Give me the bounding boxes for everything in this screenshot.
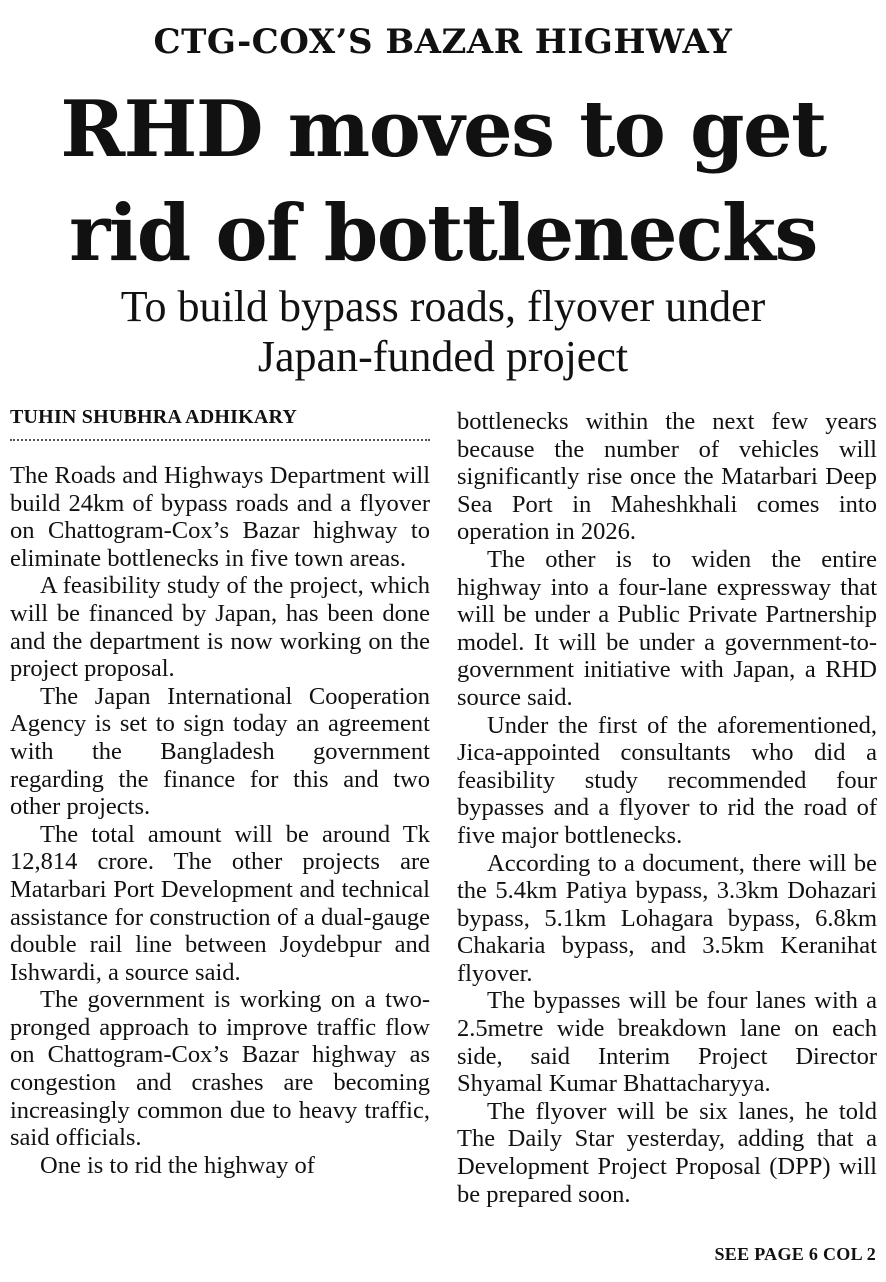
continued-on-page: SEE PAGE 6 COL 2	[714, 1244, 876, 1264]
headline	[0, 78, 886, 286]
kicker: CTG-COX’S BAZAR HIGHWAY	[153, 22, 733, 62]
subheadline-line-2: Japan-funded project	[257, 332, 629, 381]
paragraph: The other is to widen the entire highway into a four-lane expressway that will be under a Public Private Partnership model. It will be under a government-to-government initiative with Japan, a RHD source said.	[457, 545, 877, 711]
paragraph: The government is working on a two-pronged approach to improve traffic flow on Chattogram-Cox’s Bazar highway as congestion and crashes are becoming increasingly common due to heavy traffic, said officials.	[10, 986, 430, 1152]
article-column-left	[10, 462, 430, 1179]
article-column-right	[457, 408, 877, 1208]
subheadline-line-1: To build bypass roads, flyover under	[120, 282, 766, 331]
paragraph: A feasibility study of the project, which will be financed by Japan, has been done and the department is now working on the project proposal.	[10, 572, 430, 683]
paragraph: The Japan International Cooperation Agency is set to sign today an agreement with the Bangladesh government regarding the finance for this and two other projects.	[10, 682, 430, 821]
paragraph: The flyover will be six lanes, he told The Daily Star yesterday, adding that a Development Project Proposal (DPP) will be prepared soon.	[457, 1097, 877, 1208]
paragraph: The bypasses will be four lanes with a 2.5metre wide breakdown lane on each side, said Interim Project Director Shyamal Kumar Bhattacharyya.	[457, 987, 877, 1098]
paragraph: One is to rid the highway of	[40, 1151, 315, 1179]
paragraph: The total amount will be around Tk 12,814 crore. The other projects are Matarbari Port Development and technical assistance for construction of a dual-gauge double rail line between Joydebpur and Ishwardi, a source said.	[10, 820, 430, 986]
paragraph: The Roads and Highways Department will build 24km of bypass roads and a flyover on Chattogram-Cox’s Bazar highway to eliminate bottlenecks in five town areas.	[10, 462, 430, 572]
paragraph: According to a document, there will be the 5.4km Patiya bypass, 3.3km Dohazari bypass, 5.1km Lohagara bypass, 6.8km Chakaria bypass, and 3.5km Keranihat flyover.	[457, 849, 877, 987]
headline-line-2: rid of bottlenecks	[69, 188, 817, 279]
byline: TUHIN SHUBHRA ADHIKARY	[10, 406, 430, 441]
paragraph: Under the first of the aforementioned, Jica-appointed consultants who did a feasibility study recommended four bypasses and a flyover to rid the road of five major bottlenecks.	[457, 711, 877, 849]
paragraph: bottlenecks within the next few years because the number of vehicles will significantly rise once the Matarbari Deep Sea Port in Maheshkhali comes into operation in 2026.	[457, 408, 877, 546]
subheadline	[0, 282, 886, 382]
headline-line-1: RHD moves to get	[60, 84, 826, 175]
